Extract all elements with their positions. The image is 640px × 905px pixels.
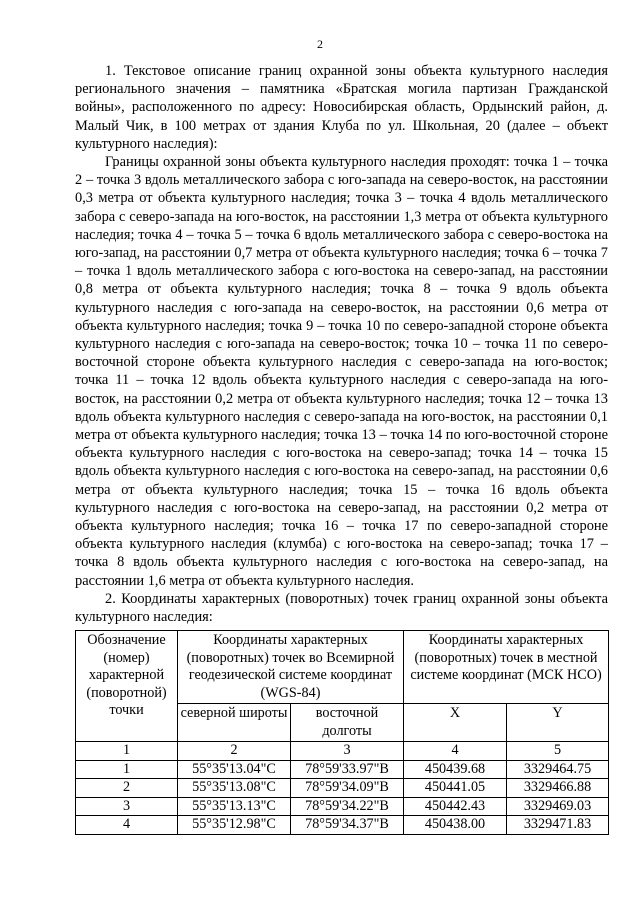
- column-number: 4: [404, 742, 507, 761]
- cell-lon: 78°59'33.97"В: [291, 760, 404, 779]
- table-row: [76, 797, 609, 816]
- table-header-row: [76, 631, 609, 704]
- table-caption: 2. Координаты характерных (поворотных) точек границ охранной зоны объекта культурного наследия:: [75, 590, 608, 626]
- subheader-y: Y: [507, 704, 609, 742]
- column-number: 2: [178, 742, 291, 761]
- column-number: 5: [507, 742, 609, 761]
- header-msk: Координаты характерных (поворотных) точек в местной системе координат (МСК НСО): [404, 631, 609, 704]
- column-number: 1: [76, 742, 178, 761]
- subheader-lon: восточной долготы: [291, 704, 404, 742]
- table-row: [76, 816, 609, 835]
- table-row: [76, 760, 609, 779]
- cell-y: 3329464.75: [507, 760, 609, 779]
- cell-lon: 78°59'34.22"В: [291, 797, 404, 816]
- cell-y: 3329471.83: [507, 816, 609, 835]
- cell-point: 4: [76, 816, 178, 835]
- cell-point: 1: [76, 760, 178, 779]
- subheader-lat: северной широты: [178, 704, 291, 742]
- cell-x: 450442.43: [404, 797, 507, 816]
- cell-y: 3329466.88: [507, 779, 609, 798]
- column-number-row: [76, 742, 609, 761]
- cell-x: 450441.05: [404, 779, 507, 798]
- cell-point: 3: [76, 797, 178, 816]
- cell-lat: 55°35'13.04"С: [178, 760, 291, 779]
- column-number: 3: [291, 742, 404, 761]
- paragraph-boundaries: Границы охранной зоны объекта культурного наследия проходят: точка 1 – точка 2 – точка 3 вдоль металлического забора с юго-запада на северо-восток, на расстоянии 0,3 метра от объекта культурного наследия; точка 3 – точка 4 вдоль металлического забора с северо-запада на юго-восток, на расстоянии 1,3 метра от объекта культурного наследия; точка 4 – точка 5 – точка 6 вдоль металлического забора с северо-востока на юго-запад, на расстоянии 0,7 метра от объекта культурного наследия; точка 6 – точка 7 – точка 1 вдоль металлического забора с юго-востока на северо-запад, на расстоянии 0,8 метра от объекта культурного наследия; точка 8 – точка 9 вдоль объекта культурного наследия с юго-запада на северо-восток, на расстоянии 0,6 метра от объекта культурного наследия; точка 9 – точка 10 по северо-западной стороне объекта культурного наследия с юго-запада на северо-восток; точка 10 – точка 11 по северо-восточной стороне объекта культурного наследия с северо-запада на юго-восток; точка 11 – точка 12 вдоль объекта культурного наследия с северо-запада на юго-восток, на расстоянии 0,2 метра от объекта культурного наследия; точка 12 – точка 13 вдоль объекта культурного наследия с северо-запада на юго-восток, на расстоянии 0,1 метра от объекта культурного наследия; точка 13 – точка 14 по юго-восточной стороне объекта культурного наследия с юго-востока на северо-запад; точка 14 – точка 15 вдоль объекта культурного наследия с юго-востока на северо-запад, на расстоянии 0,6 метра от объекта культурного наследия; точка 15 – точка 16 вдоль объекта культурного наследия с юго-востока на северо-запад, на расстоянии 0,2 метра от объекта культурного наследия; точка 16 – точка 17 по северо-западной стороне объекта культурного наследия (клумба) с юго-востока на северо-запад; точка 17 – точка 8 вдоль объекта культурного наследия с юго-востока на северо-запад, на расстоянии 1,6 метра от объекта культурного наследия.: [75, 154, 608, 589]
- cell-lat: 55°35'12.98"С: [178, 816, 291, 835]
- document-body: [75, 62, 608, 626]
- cell-x: 450438.00: [404, 816, 507, 835]
- cell-point: 2: [76, 779, 178, 798]
- subheader-x: X: [404, 704, 507, 742]
- cell-lat: 55°35'13.13"С: [178, 797, 291, 816]
- paragraph-intro: 1. Текстовое описание границ охранной зоны объекта культурного наследия регионального значения – памятника «Братская могила партизан Гражданской войны», расположенного по адресу: Новосибирская область, Ордынский район, д. Малый Чик, в 100 метрах от здания Клуба по ул. Школьная, 20 (далее – объект культурного наследия):: [75, 63, 608, 152]
- header-wgs: Координаты характерных (поворотных) точек во Всемирной геодезической системе координат (WGS-84): [178, 631, 404, 704]
- cell-lon: 78°59'34.37"В: [291, 816, 404, 835]
- page-number: 2: [317, 37, 323, 51]
- cell-lat: 55°35'13.08"С: [178, 779, 291, 798]
- header-designation: Обозначение (номер) характерной (поворотной) точки: [76, 631, 178, 742]
- coordinates-table: [75, 630, 609, 835]
- cell-lon: 78°59'34.09"В: [291, 779, 404, 798]
- cell-y: 3329469.03: [507, 797, 609, 816]
- table-row: [76, 779, 609, 798]
- cell-x: 450439.68: [404, 760, 507, 779]
